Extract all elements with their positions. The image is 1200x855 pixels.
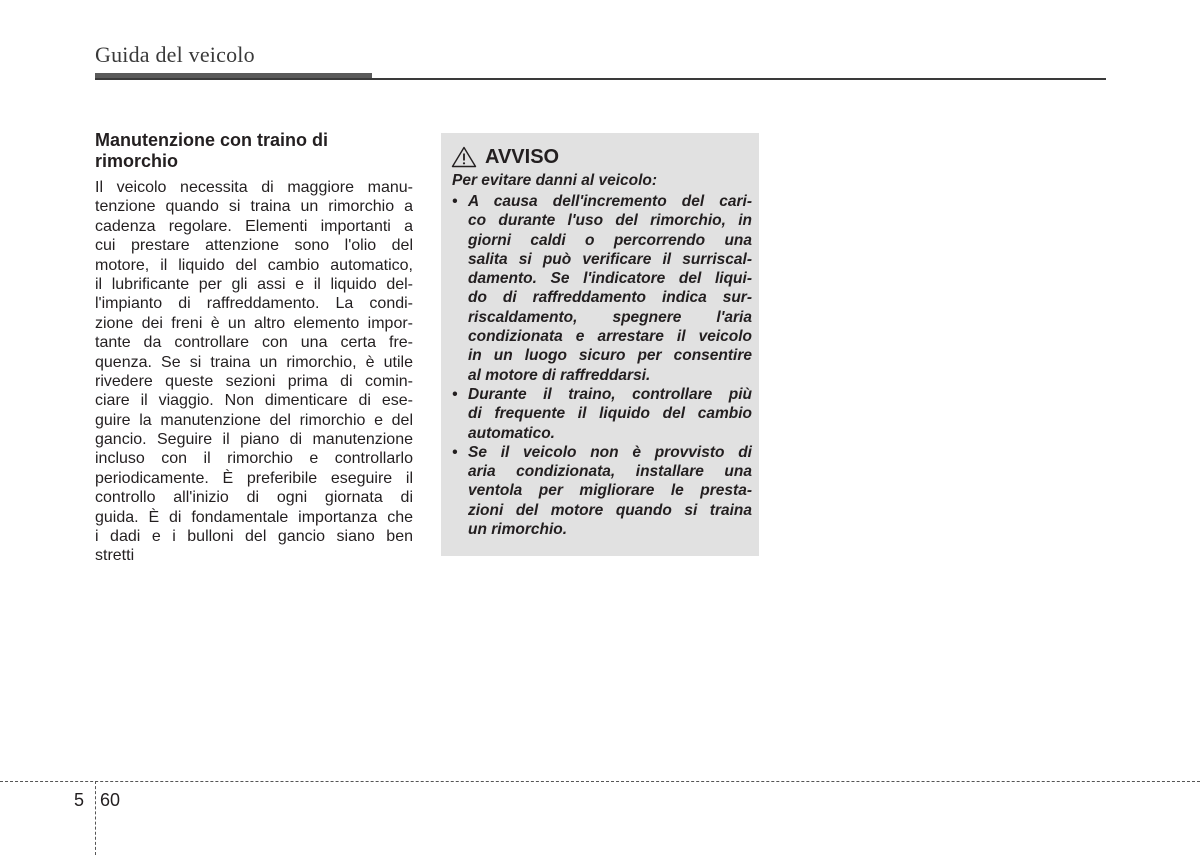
body-text-line: il lubrificante per gli assi e il liquido del- bbox=[95, 275, 413, 293]
body-text-line: stretti bbox=[95, 547, 135, 565]
body-text-line: gancio. Seguire il piano di manutenzione bbox=[95, 431, 413, 449]
notice-bullet-line: riscaldamento, spegnere l'aria bbox=[468, 308, 752, 326]
footer-rule bbox=[0, 781, 1200, 782]
notice-bullet-line: automatico. bbox=[468, 424, 555, 442]
body-text-line: incluso con il rimorchio e controllarlo bbox=[95, 450, 413, 468]
notice-bullet-line: salita si può verificare il surriscal- bbox=[468, 250, 752, 268]
notice-bullet-line: un rimorchio. bbox=[468, 521, 568, 539]
notice-bullet-line: ventola per migliorare le presta- bbox=[468, 482, 752, 500]
chapter-number: 5 bbox=[74, 790, 85, 810]
header-rule bbox=[95, 78, 1106, 80]
notice-bullet-line: in un luogo sicuro per consentire bbox=[468, 347, 752, 365]
notice-title: AVVISO bbox=[485, 145, 560, 168]
notice-bullet-line: aria condizionata, installare una bbox=[468, 463, 752, 481]
body-text-line: Il veicolo necessita di maggiore manu- bbox=[95, 179, 413, 196]
body-text-line: l'impianto di raffreddamento. La condi- bbox=[95, 295, 413, 313]
notice-header bbox=[451, 143, 559, 171]
body-text-line: cadenza regolare. Elementi importanti a bbox=[95, 217, 413, 235]
notice-bullet-line: co durante l'uso del rimorchio, in bbox=[468, 212, 752, 230]
body-text-line: controllo all'inizio di ogni giornata di bbox=[95, 489, 413, 507]
section-heading-line: rimorchio bbox=[95, 151, 179, 171]
warning-triangle-icon bbox=[451, 146, 477, 168]
section-heading bbox=[95, 130, 415, 172]
body-text-line: guida. È di fondamentale importanza che bbox=[95, 508, 413, 526]
notice-bullet-line: do di raffreddamento indica sur- bbox=[468, 289, 752, 307]
body-text-line: cui prestare attenzione sono l'olio del bbox=[95, 237, 413, 255]
bullet-marker: • bbox=[452, 193, 458, 210]
body-text-line: ciare il viaggio. Non dimenticare di ese- bbox=[95, 392, 413, 410]
body-text-line: tante da controllare con una certa fre- bbox=[95, 334, 413, 352]
notice-bullet-line: al motore di raffreddarsi. bbox=[468, 366, 651, 384]
body-text-line: motore, il liquido del cambio automatico, bbox=[95, 256, 413, 274]
body-text-line: periodicamente. È preferibile eseguire il bbox=[95, 469, 413, 487]
notice-bullet-line: Se il veicolo non è provvisto di bbox=[468, 443, 752, 461]
body-text-line: zione dei freni è un altro elemento impor- bbox=[95, 314, 413, 332]
page-header-title: Guida del veicolo bbox=[95, 42, 255, 67]
bullet-marker: • bbox=[452, 443, 458, 461]
bullet-marker: • bbox=[452, 385, 458, 403]
section-heading-line: Manutenzione con traino di bbox=[95, 130, 328, 150]
notice-bullet-line: Durante il traino, controllare più bbox=[468, 385, 752, 403]
notice-bullet-item bbox=[452, 192, 752, 385]
notice-bullet-item bbox=[452, 385, 752, 443]
notice-bullet-line: condizionata e arrestare il veicolo bbox=[468, 328, 752, 346]
notice-bullet-item bbox=[452, 443, 752, 539]
notice-bullet-line: zioni del motore quando si traina bbox=[468, 501, 752, 519]
notice-bullet-line: giorni caldi o percorrendo una bbox=[468, 231, 752, 249]
notice-bullet-list bbox=[452, 192, 752, 539]
body-text-line: i dadi e i bulloni del gancio siano ben bbox=[95, 528, 413, 546]
notice-bullet-line: di frequente il liquido del cambio bbox=[468, 405, 752, 423]
body-text-line: rivedere queste sezioni prima di comin- bbox=[95, 372, 413, 390]
footer-divider bbox=[95, 781, 96, 855]
body-text-line: tenzione quando si traina un rimorchio a bbox=[95, 198, 413, 216]
section-body bbox=[95, 178, 413, 566]
notice-bullet-line: damento. Se l'indicatore del liqui- bbox=[468, 270, 752, 288]
body-text-line: guire la manutenzione del rimorchio e del bbox=[95, 411, 413, 429]
page-number: 60 bbox=[100, 790, 121, 810]
notice-intro: Per evitare danni al veicolo: bbox=[452, 172, 658, 189]
body-text-line: quenza. Se si traina un rimorchio, è utile bbox=[95, 353, 413, 371]
notice-bullet-line: A causa dell'incremento del cari- bbox=[468, 193, 752, 210]
